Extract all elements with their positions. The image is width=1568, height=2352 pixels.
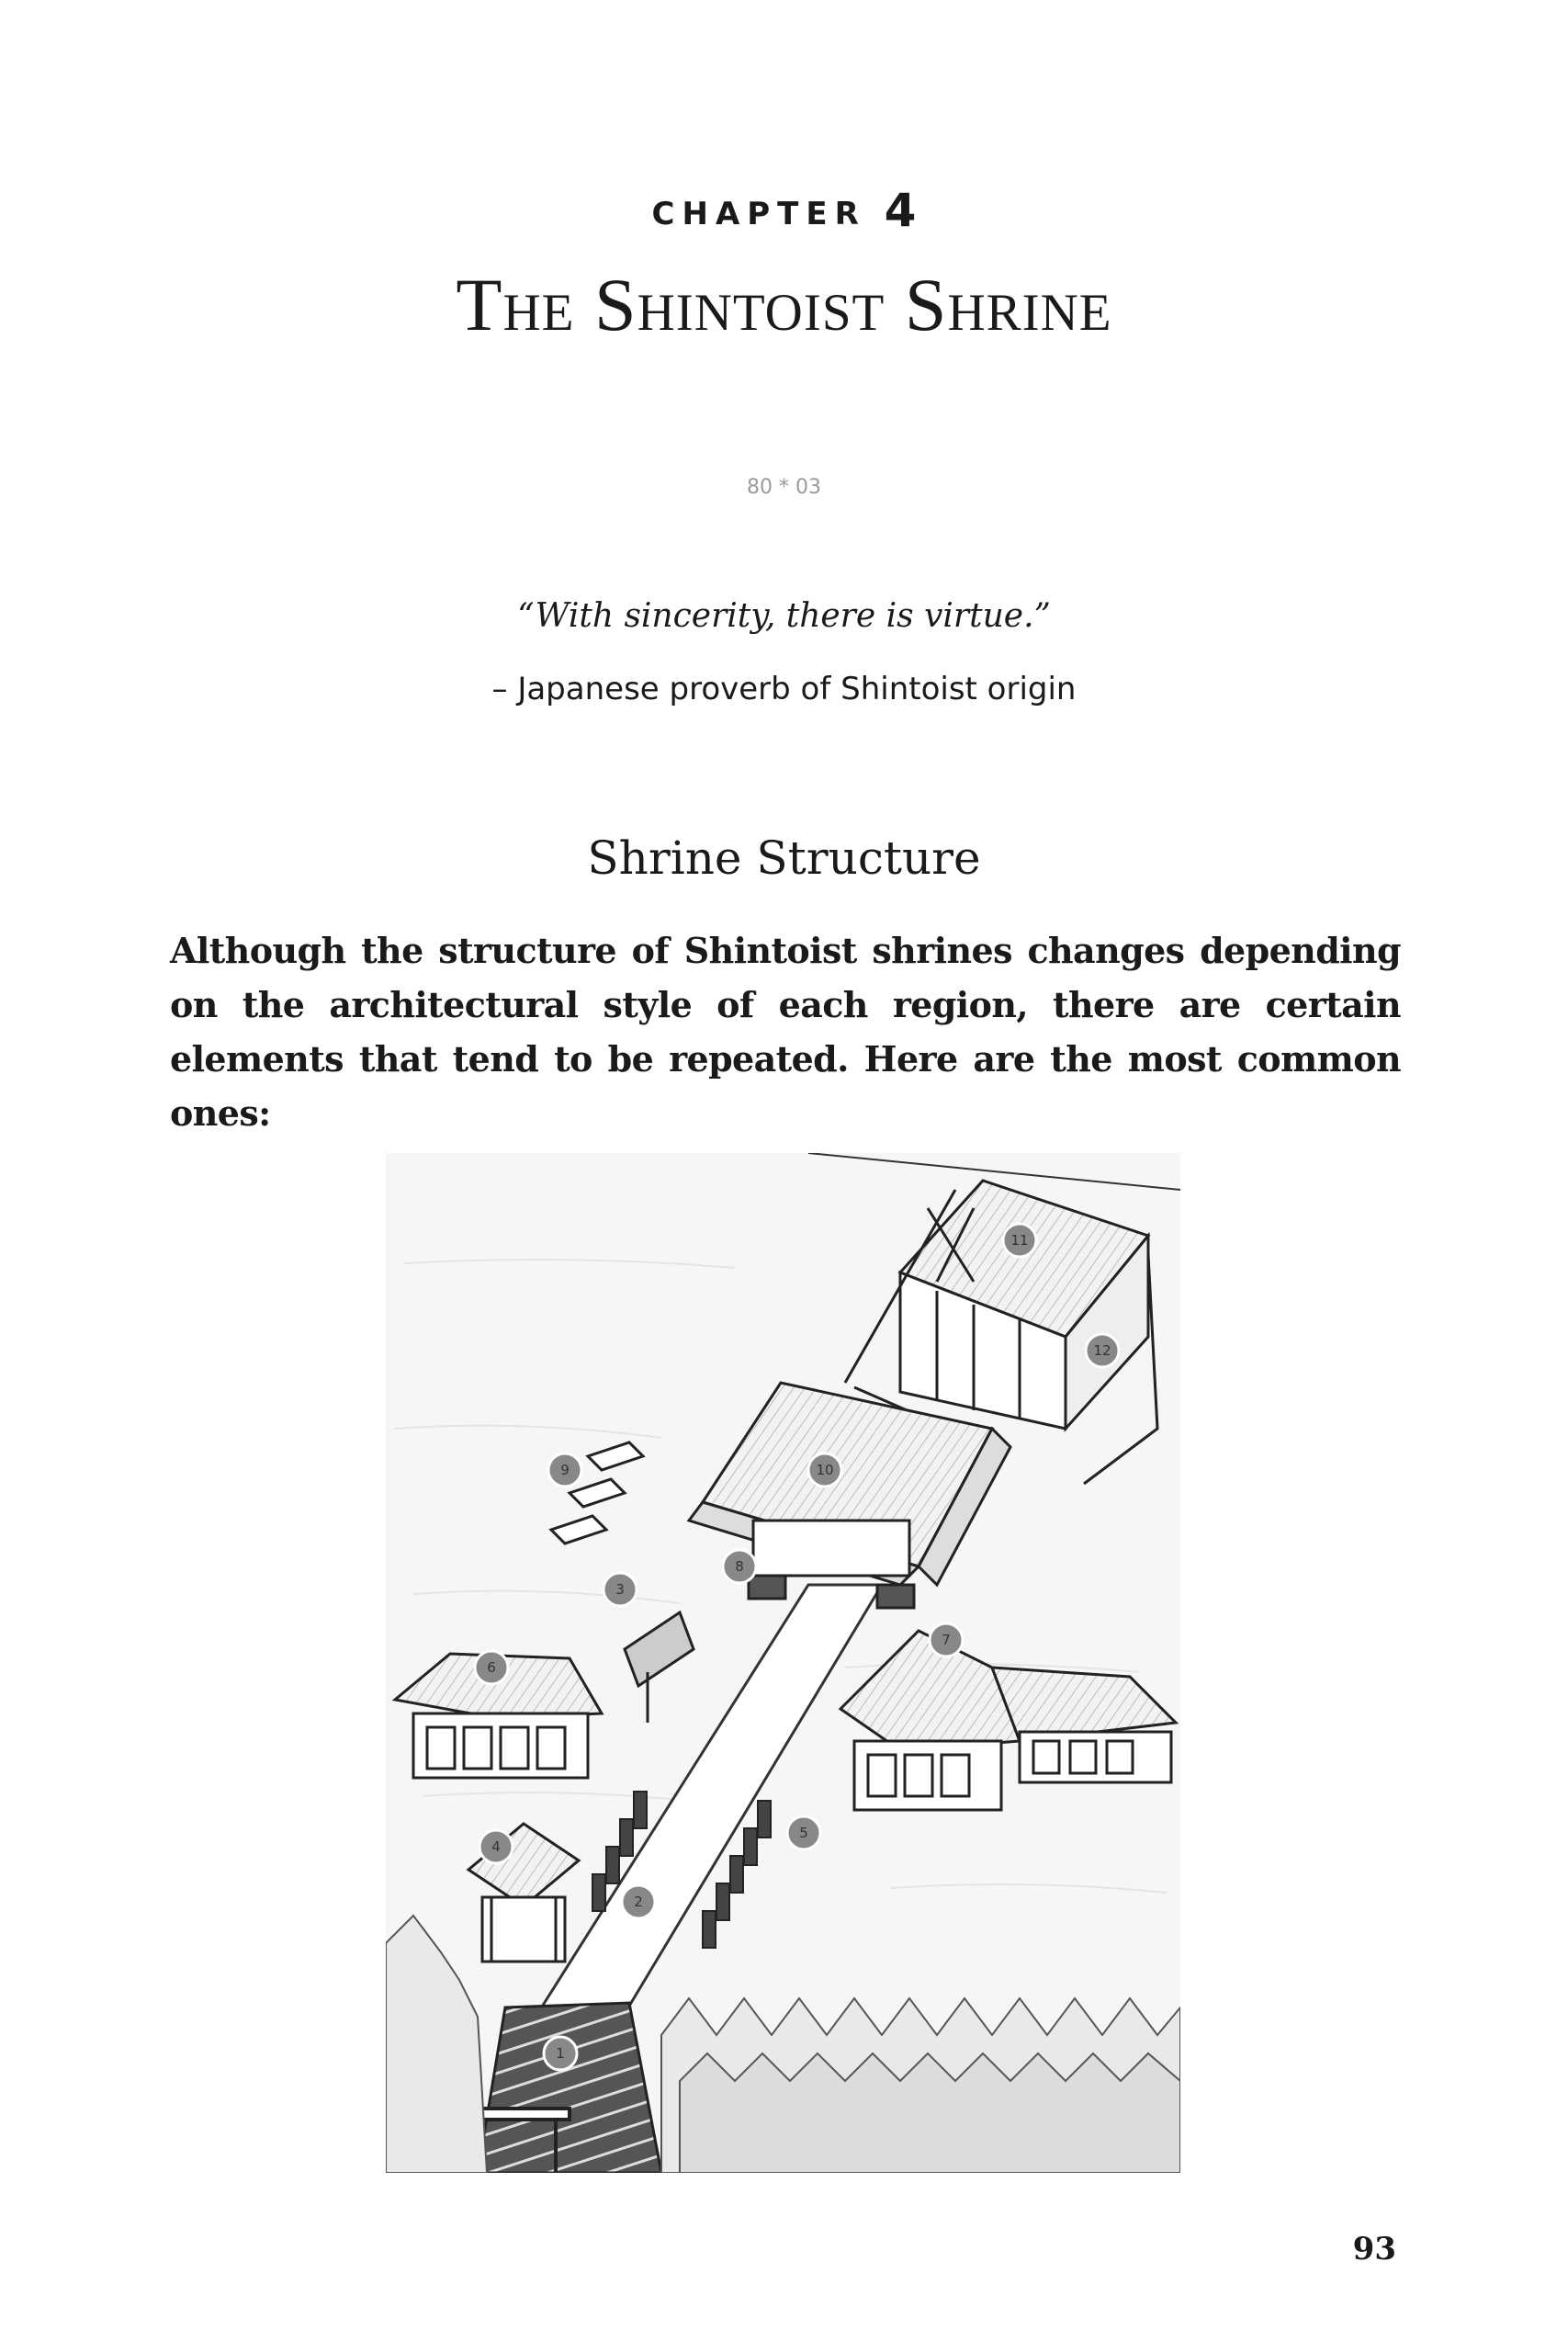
svg-text:8: 8 [735, 1558, 744, 1575]
shrine-illustration [386, 1153, 1180, 2173]
chapter-title: The Shintoist Shrine [456, 263, 1112, 346]
marker-5 [787, 1816, 820, 1849]
epigraph-attribution: – Japanese proverb of Shintoist origin [491, 671, 1077, 707]
svg-text:3: 3 [615, 1581, 625, 1598]
marker-11 [1003, 1224, 1036, 1257]
marker-6 [475, 1651, 508, 1684]
svg-text:2: 2 [634, 1894, 643, 1910]
marker-2 [622, 1885, 655, 1918]
svg-text:11: 11 [1010, 1232, 1029, 1249]
marker-10 [808, 1453, 841, 1487]
marker-12 [1086, 1334, 1119, 1367]
svg-text:6: 6 [487, 1659, 496, 1676]
ornament-divider: 80 * 03 [747, 476, 821, 499]
svg-text:12: 12 [1093, 1342, 1111, 1359]
epigraph-quote: “With sincerity, there is virtue.” [517, 597, 1051, 635]
marker-7 [930, 1623, 963, 1657]
page-number: 93 [1352, 2231, 1396, 2267]
marker-1 [544, 2037, 577, 2070]
chapter-label-text: CHAPTER [651, 196, 866, 232]
body-paragraph: Although the structure of Shintoist shrines changes depending on the architectural style of each region, there are certain elements that tend to be repeated. Here are the most common ones: [170, 930, 1401, 1134]
svg-text:9: 9 [560, 1462, 570, 1478]
marker-4 [479, 1830, 513, 1863]
svg-text:5: 5 [799, 1825, 808, 1841]
svg-text:1: 1 [556, 2045, 565, 2062]
marker-9 [548, 1453, 581, 1487]
stone-stairs [478, 2003, 661, 2173]
chapter-label [0, 184, 1568, 237]
chapter-number: 4 [884, 184, 917, 237]
svg-text:7: 7 [942, 1632, 951, 1648]
marker-8 [723, 1550, 756, 1583]
svg-text:4: 4 [491, 1838, 501, 1855]
section-heading: Shrine Structure [587, 831, 981, 885]
svg-text:10: 10 [816, 1462, 834, 1478]
marker-3 [604, 1573, 637, 1606]
